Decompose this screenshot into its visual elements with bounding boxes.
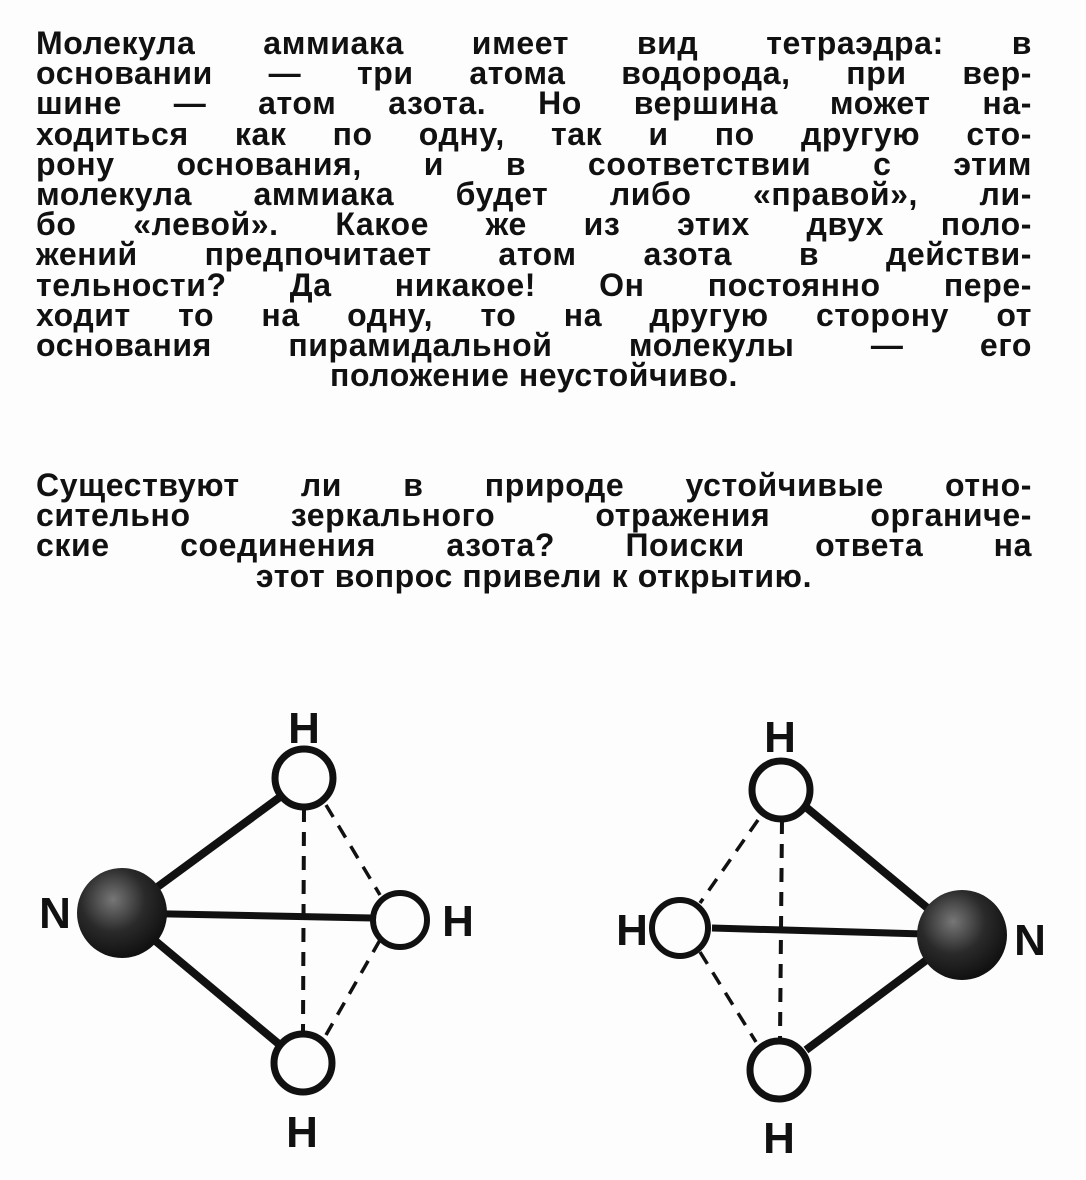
label-hydrogen-top: H: [288, 704, 320, 753]
hydrogen-atom: [373, 893, 427, 947]
text-line: рону основания, и в соответствии с этим: [36, 145, 1032, 182]
text-line: Молекула аммиака имеет вид тетраэдра: в: [36, 25, 1032, 61]
hydrogen-atom: [652, 900, 708, 956]
text-line: бо «левой». Какое же из этих двух поло-: [36, 206, 1032, 243]
paragraph-ammonia-structure: [36, 25, 1032, 394]
text-line: молекула аммиака будет либо «правой», ли-: [36, 176, 1032, 213]
nitrogen-atom: [77, 868, 167, 958]
label-hydrogen-bottom: H: [286, 1108, 318, 1157]
hydrogen-atom: [275, 749, 333, 807]
paragraph-nitrogen-compounds: [36, 467, 1032, 594]
text-line: сительно зеркального отражения органиче-: [36, 497, 1032, 534]
hydrogen-atom: [274, 1034, 332, 1092]
text-line: этот вопрос привели к открытию.: [255, 557, 813, 594]
label-nitrogen: N: [39, 889, 71, 938]
text-line: основания пирамидальной молекулы — его: [36, 327, 1032, 364]
text-line: ходиться как по одну, так и по другую сто-: [36, 115, 1032, 152]
text-line: основании — три атома водорода, при вер-: [36, 55, 1032, 92]
hydrogen-atom: [752, 761, 810, 819]
nitrogen-atom: [917, 890, 1007, 980]
hydrogen-atom: [750, 1041, 808, 1099]
label-hydrogen-side: H: [616, 906, 648, 955]
label-nitrogen: N: [1014, 916, 1046, 965]
ammonia-right-molecule: [616, 713, 1046, 1163]
text-line: шине — атом азота. Но вершина может на-: [36, 85, 1032, 122]
ammonia-diagrams: [0, 640, 1086, 1180]
label-hydrogen-side: H: [442, 897, 474, 946]
text-line: ские соединения азота? Поиски ответа на: [36, 527, 1032, 564]
text-line: ходит то на одну, то на другую сторону от: [36, 296, 1032, 333]
text-line: Существуют ли в природе устойчивые отно-: [36, 467, 1032, 503]
label-hydrogen-top: H: [764, 713, 796, 762]
text-line: жений предпочитает атом азота в действи-: [36, 236, 1032, 273]
text-line: положение неустойчиво.: [330, 357, 738, 394]
ammonia-left-molecule: [39, 704, 474, 1157]
label-hydrogen-bottom: H: [763, 1114, 795, 1163]
text-line: тельности? Да никакое! Он постоянно пере-: [36, 266, 1032, 303]
